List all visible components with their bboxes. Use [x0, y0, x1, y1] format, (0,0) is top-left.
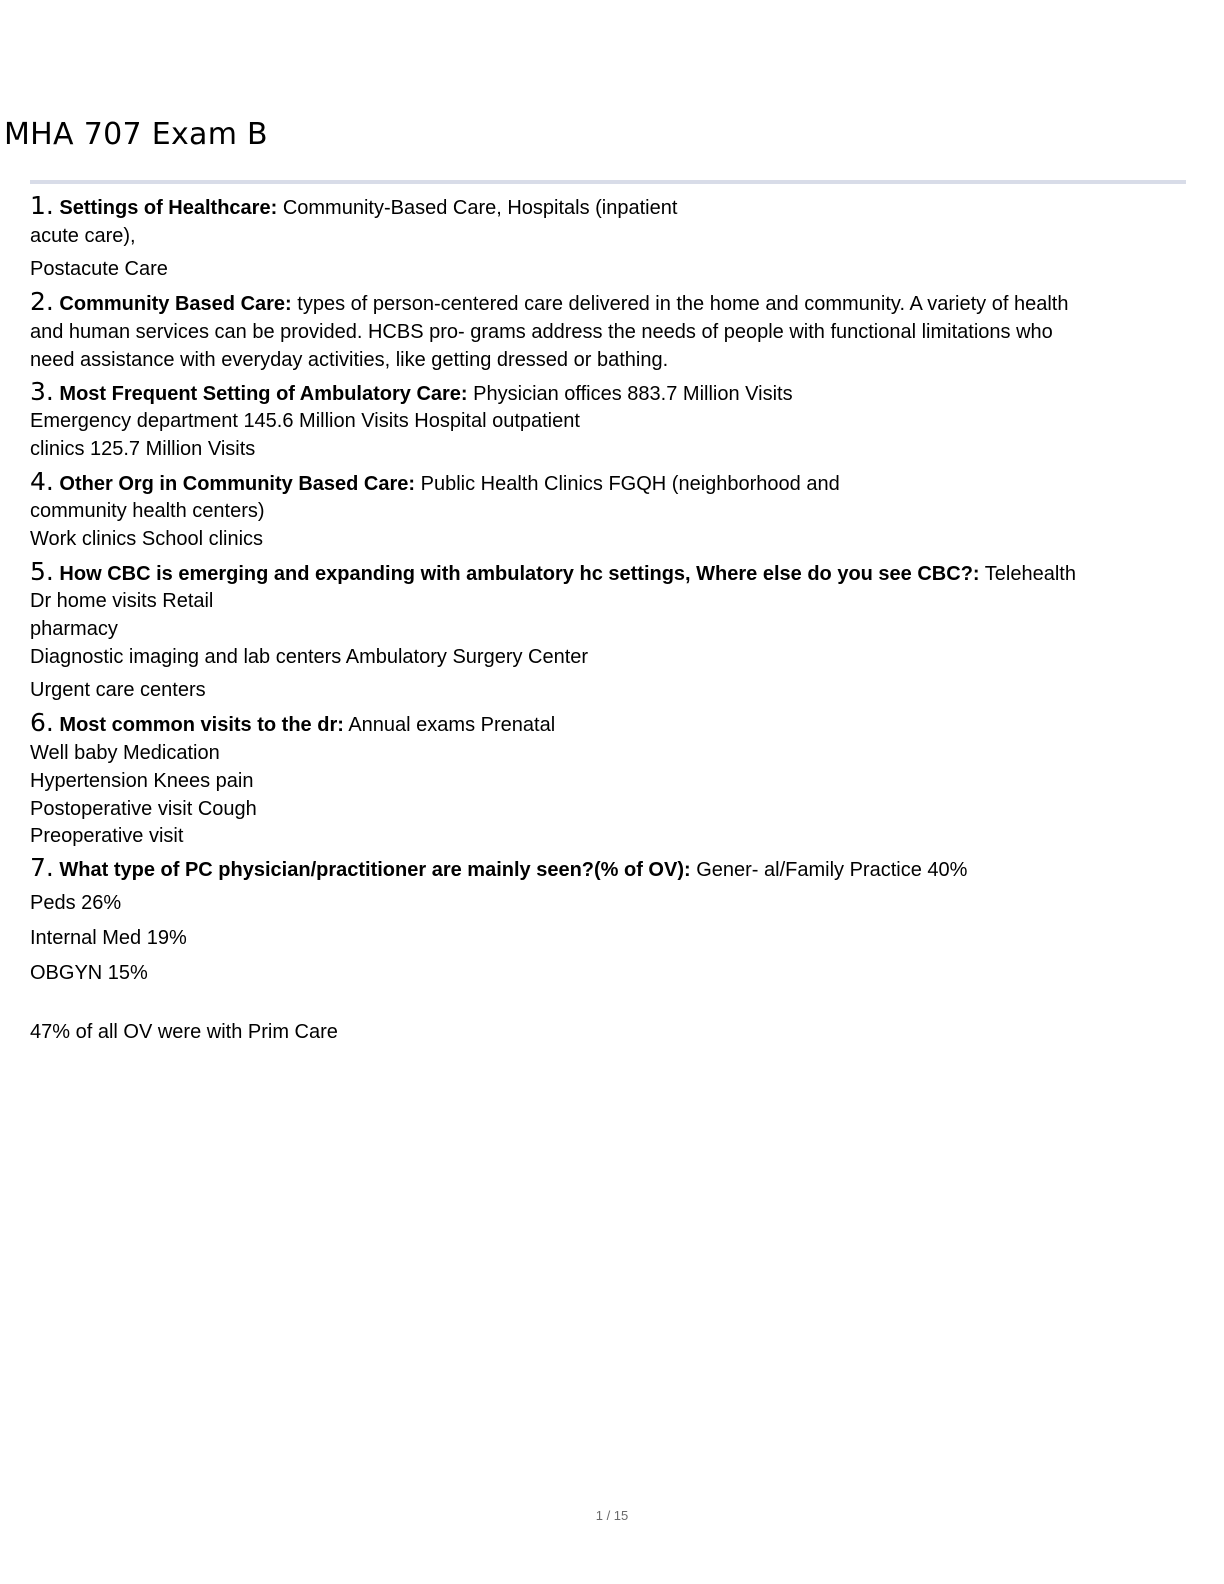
item-2-heading — [30, 288, 1068, 318]
item-7-summary: 47% of all OV were with Prim Care — [30, 1021, 338, 1043]
item-6-line: Hypertension Knees pain — [30, 770, 254, 792]
item-text: Community-Based Care, Hospitals (inpatient — [282, 197, 678, 219]
item-4-line: Work clinics School clinics — [30, 528, 264, 550]
item-label: Community Based Care: — [59, 293, 292, 315]
item-7-line: OBGYN 15% — [30, 962, 148, 984]
item-6-line: Postoperative visit Cough — [30, 798, 257, 820]
item-7-line: Internal Med 19% — [30, 927, 187, 949]
item-text: Public Health Clinics FGQH (neighborhood and — [420, 473, 840, 495]
item-1-line: Postacute Care — [30, 258, 168, 280]
item-number: 5. — [30, 557, 54, 586]
item-text: types of person-centered care delivered in the home and community. A variety of health — [297, 293, 1069, 315]
item-number: 4. — [30, 467, 54, 496]
title-divider — [30, 180, 1186, 184]
page-number: 1 / 15 — [595, 1508, 629, 1523]
item-1-line: acute care), — [30, 225, 136, 247]
item-number: 2. — [30, 287, 54, 316]
item-2-line: need assistance with everyday activities, like getting dressed or bathing. — [30, 349, 669, 371]
item-1-heading — [30, 192, 677, 222]
item-2-line: and human services can be provided. HCBS pro- grams address the needs of people with functional limitations who — [30, 321, 1053, 343]
item-5-line: Urgent care centers — [30, 679, 206, 701]
item-6-heading — [30, 709, 555, 739]
item-text: Annual exams Prenatal — [348, 714, 556, 736]
item-4-line: community health centers) — [30, 500, 265, 522]
item-7-heading — [30, 854, 967, 884]
item-number: 6. — [30, 708, 54, 737]
item-text: Physician offices 883.7 Million Visits — [473, 383, 793, 405]
item-number: 3. — [30, 377, 54, 406]
item-4-heading — [30, 468, 840, 498]
item-3-line: Emergency department 145.6 Million Visits Hospital outpatient — [30, 410, 580, 432]
item-3-line: clinics 125.7 Million Visits — [30, 438, 256, 460]
item-7-line: Peds 26% — [30, 892, 122, 914]
item-label: Settings of Healthcare: — [59, 197, 278, 219]
item-5-heading — [30, 558, 1076, 588]
item-label: Other Org in Community Based Care: — [59, 473, 416, 495]
document-title: MHA 707 Exam B — [4, 117, 268, 152]
item-3-heading — [30, 378, 793, 408]
item-label: How CBC is emerging and expanding with ambulatory hc settings, Where else do you see CBC?: — [59, 563, 980, 585]
item-5-line: Diagnostic imaging and lab centers Ambulatory Surgery Center — [30, 646, 589, 668]
item-number: 1. — [30, 191, 54, 220]
item-5-line: pharmacy — [30, 618, 118, 640]
item-text: Telehealth — [984, 563, 1076, 585]
item-6-line: Preoperative visit — [30, 825, 184, 847]
item-number: 7. — [30, 853, 54, 882]
item-6-line: Well baby Medication — [30, 742, 220, 764]
item-label: What type of PC physician/practitioner are mainly seen?(% of OV): — [59, 859, 691, 881]
item-5-line: Dr home visits Retail — [30, 590, 214, 612]
item-label: Most common visits to the dr: — [59, 714, 344, 736]
item-text: Gener- al/Family Practice 40% — [696, 859, 968, 881]
item-label: Most Frequent Setting of Ambulatory Care: — [59, 383, 468, 405]
